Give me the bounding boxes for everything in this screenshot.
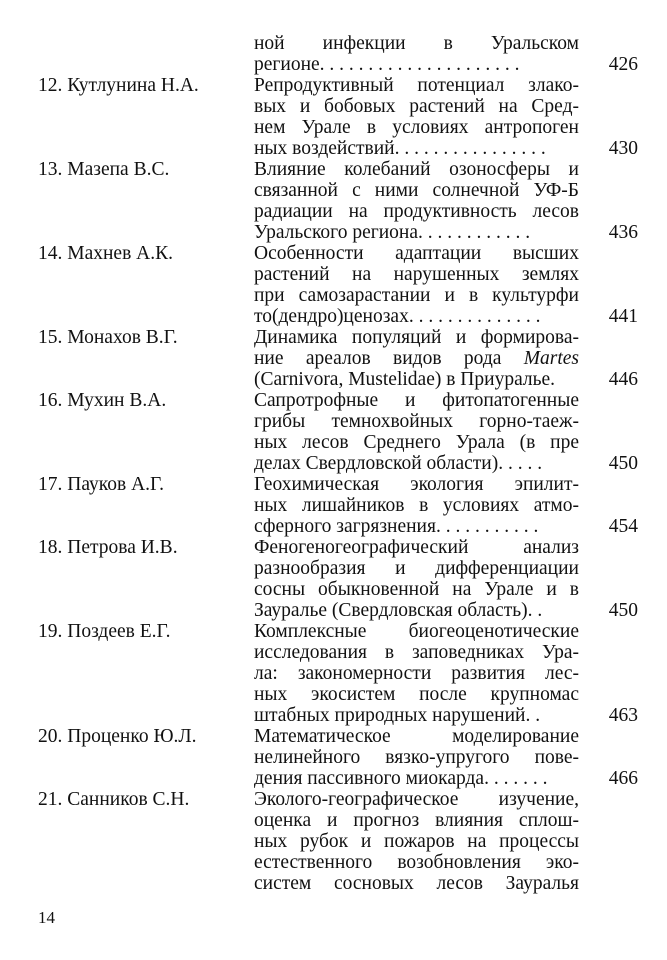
toc-entry-title-line <box>254 390 638 411</box>
toc-entry-title-text: Репродуктивный потенциал злако- <box>254 75 579 96</box>
toc-entry-title-line <box>254 285 638 306</box>
toc-entry-title <box>254 621 638 726</box>
toc-entry-title-text: ной инфекции в Уральском <box>254 33 579 54</box>
toc-entry <box>38 159 638 243</box>
toc-entry-title-text: ных лишайников в условиях атмо- <box>254 495 579 516</box>
toc-entry-title-text: Геохимическая экология эпилит- <box>254 474 579 495</box>
toc-entry-title-text: систем сосновых лесов Зауралья <box>254 873 579 894</box>
toc-entry-title-text: растений на нарушенных землях <box>254 264 579 285</box>
toc-entry-title-text: радиации на продуктивность лесов <box>254 201 579 222</box>
toc-entry-title-text: штабных природных нарушений. . <box>254 705 541 726</box>
toc-entry-title-line <box>254 558 638 579</box>
toc-entry-title <box>254 537 638 621</box>
toc-entry-title <box>254 327 638 390</box>
toc-entry-title-text: Динамика популяций и формирова- <box>254 327 579 348</box>
toc-entry-title-text: ных лесов Среднего Урала (в пре <box>254 432 579 453</box>
toc-entry-title-text: (Carnivora, Mustelidae) в Приуралье. <box>254 369 556 390</box>
toc-entry-title-text: исследования в заповедниках Ура- <box>254 642 579 663</box>
toc-entry-title-text: дения пассивного миокарда. . . . . . . <box>254 768 548 789</box>
toc-entry-author: 12. Кутлунина Н.А. <box>38 75 199 96</box>
toc-entry-title-line <box>254 831 638 852</box>
toc-entry-title-text: сосны обыкновенной на Урале и в <box>254 579 579 600</box>
genus-name: Martes <box>523 348 579 369</box>
toc-entry-title-line <box>254 306 638 327</box>
toc-entry-title-line <box>254 222 638 243</box>
toc-entry <box>38 474 638 537</box>
toc-entry-page-number: 463 <box>608 705 638 726</box>
toc-entry-title-line <box>254 474 638 495</box>
toc-entry-title-line <box>254 516 638 537</box>
toc-entry-title-line <box>254 264 638 285</box>
toc-entry-author: 13. Мазепа B.C. <box>38 159 170 180</box>
toc-entry-title <box>254 75 638 159</box>
toc-entry-title <box>254 243 638 327</box>
toc-entry-title-line <box>254 327 638 348</box>
toc-entry-title-line <box>254 348 638 369</box>
toc-entry-author: 19. Поздеев Е.Г. <box>38 621 171 642</box>
toc-entry-title-line <box>254 726 638 747</box>
toc-entry-title-text: связанной с ними солнечной УФ-Б <box>254 180 579 201</box>
toc-entry-title <box>254 390 638 474</box>
toc-entry-title-line <box>254 852 638 873</box>
toc-entry-title-line <box>254 747 638 768</box>
toc-entry-title-text: Особенности адаптации высших <box>254 243 579 264</box>
toc-entry-title-text: Уральского региона. . . . . . . . . . . . <box>254 222 531 243</box>
toc-entry <box>38 390 638 474</box>
toc-entry-page-number: 466 <box>608 768 638 789</box>
toc-entry <box>38 726 638 789</box>
toc-entry-title-text: ных рубок и пожаров на процессы <box>254 831 579 852</box>
toc-entry-title-line <box>254 159 638 180</box>
toc-entry-title-line <box>254 495 638 516</box>
toc-entry-title-line <box>254 411 638 432</box>
toc-entry <box>38 327 638 390</box>
toc-entry-title-text: ных воздействий. . . . . . . . . . . . . . . . <box>254 138 546 159</box>
toc-entry-author: 18. Петрова И.В. <box>38 537 178 558</box>
toc-entry-author: 15. Монахов В.Г. <box>38 327 178 348</box>
toc-entry-page-number: 454 <box>608 516 638 537</box>
table-of-contents <box>38 33 638 894</box>
toc-entry-title-text: Математическое моделирование <box>254 726 579 747</box>
toc-entry-title-line <box>254 138 638 159</box>
toc-entry <box>38 33 638 75</box>
toc-entry-author: 20. Проценко Ю.Л. <box>38 726 197 747</box>
toc-entry <box>38 243 638 327</box>
toc-entry-title-text: естественного возобновления эко- <box>254 852 579 873</box>
toc-entry-title-text: нем Урале в условиях антропоген <box>254 117 579 138</box>
toc-entry-title-line <box>254 873 638 894</box>
toc-entry-title-line <box>254 75 638 96</box>
toc-entry-title-text: ла: закономерности развития лес- <box>254 663 579 684</box>
toc-entry-title-text: оценка и прогноз влияния сплош- <box>254 810 579 831</box>
toc-entry-page-number: 450 <box>608 453 638 474</box>
toc-entry-title-text: при самозарастании и в культурфи <box>254 285 579 306</box>
toc-entry-title-text: ных экосистем после крупномас <box>254 684 579 705</box>
toc-entry-title-text: Сапротрофные и фитопатогенные <box>254 390 579 411</box>
toc-entry-title <box>254 726 638 789</box>
toc-entry-page-number: 441 <box>608 306 638 327</box>
toc-entry-title-line <box>254 663 638 684</box>
toc-entry-title-line <box>254 768 638 789</box>
toc-entry-title-line <box>254 621 638 642</box>
toc-entry-title-line <box>254 369 638 390</box>
toc-entry <box>38 621 638 726</box>
toc-entry-title-text: Влияние колебаний озоносферы и <box>254 159 579 180</box>
toc-entry-page-number: 446 <box>608 369 638 390</box>
toc-entry-title-text: нелинейного вязко-упругого пове- <box>254 747 579 768</box>
toc-entry-title-text: регионе. . . . . . . . . . . . . . . . . . . . . <box>254 54 520 75</box>
toc-entry-author: 16. Мухин В.А. <box>38 390 167 411</box>
toc-entry-title-line <box>254 537 638 558</box>
toc-entry-author: 17. Пауков А.Г. <box>38 474 164 495</box>
toc-entry-title-line <box>254 705 638 726</box>
toc-entry <box>38 75 638 159</box>
toc-entry-title-text: разнообразия и дифференциации <box>254 558 579 579</box>
toc-entry-title-line <box>254 243 638 264</box>
toc-entry-title-text: Комплексные биогеоценотические <box>254 621 579 642</box>
toc-entry-title-text: Зауралье (Свердловская область). . <box>254 600 543 621</box>
toc-entry-title-line <box>254 642 638 663</box>
toc-entry-title-line <box>254 453 638 474</box>
toc-entry-title-line <box>254 117 638 138</box>
toc-entry-title-text: Феногеногеографический анализ <box>254 537 579 558</box>
toc-entry-title-text: Эколого-географическое изучение, <box>254 789 579 810</box>
toc-entry-title <box>254 789 638 894</box>
toc-entry-title-line <box>254 180 638 201</box>
toc-entry-title-text: ние ареалов видов рода Martes <box>254 348 579 369</box>
toc-entry-title-text: грибы темнохвойных горно-таеж- <box>254 411 579 432</box>
toc-entry-title-line <box>254 33 638 54</box>
toc-entry-page-number: 430 <box>608 138 638 159</box>
toc-entry-author: 21. Санников С.Н. <box>38 789 190 810</box>
toc-entry-title-line <box>254 789 638 810</box>
toc-entry-author: 14. Махнев А.К. <box>38 243 174 264</box>
toc-entry <box>38 789 638 894</box>
toc-entry <box>38 537 638 621</box>
toc-entry-title-text: делах Свердловской области). . . . . <box>254 453 543 474</box>
page-number: 14 <box>38 908 55 927</box>
toc-entry-title-text: то(дендро)ценозах. . . . . . . . . . . . . . <box>254 306 541 327</box>
toc-entry-title-line <box>254 810 638 831</box>
toc-entry-title-text: вых и бобовых растений на Сред- <box>254 96 579 117</box>
toc-entry-title-line <box>254 54 638 75</box>
toc-entry-title-line <box>254 600 638 621</box>
toc-entry-title-line <box>254 201 638 222</box>
toc-entry-title-line <box>254 684 638 705</box>
toc-entry-title-text: сферного загрязнения. . . . . . . . . . . <box>254 516 539 537</box>
toc-entry-title-line <box>254 96 638 117</box>
toc-entry-title <box>254 159 638 243</box>
toc-entry-page-number: 426 <box>608 54 638 75</box>
toc-entry-page-number: 436 <box>608 222 638 243</box>
toc-entry-title-line <box>254 432 638 453</box>
toc-entry-page-number: 450 <box>608 600 638 621</box>
toc-entry-title <box>254 33 638 75</box>
toc-entry-title-line <box>254 579 638 600</box>
toc-entry-title <box>254 474 638 537</box>
